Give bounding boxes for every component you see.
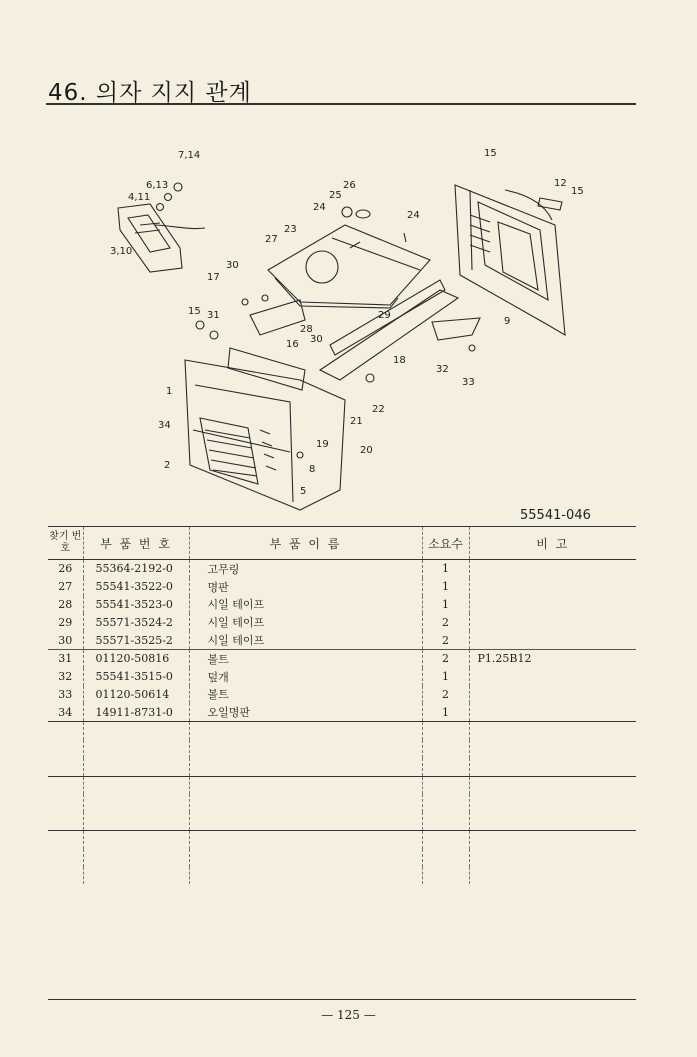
row-part-no: 14911-8731-0 [83, 703, 189, 721]
table-row [48, 631, 636, 649]
row-qty: 2 [422, 631, 469, 649]
nut-part [174, 183, 182, 191]
empty-row [48, 794, 636, 812]
empty-row [48, 849, 636, 867]
empty-row [48, 867, 636, 885]
cushion-strip-part [538, 198, 562, 210]
callout-label: 26 [343, 180, 356, 191]
callout-label: 33 [462, 377, 475, 388]
row-part-no: 01120-50816 [83, 649, 189, 667]
row-no: 27 [58, 580, 73, 594]
row-part-no: 55364-2192-0 [83, 560, 189, 578]
row-no: 34 [58, 705, 73, 719]
exploded-parts-diagram [0, 130, 697, 520]
callout-label: 24 [407, 210, 420, 221]
row-name: 시일 테이프 [189, 596, 422, 614]
callout-label: 1 [166, 386, 173, 397]
callout-label: 27 [265, 234, 278, 245]
table-row [48, 578, 636, 596]
row-part-no: 55541-3523-0 [83, 596, 189, 614]
callout-label: 15 [188, 306, 201, 317]
row-remarks [469, 613, 636, 631]
bolt-part [196, 321, 204, 329]
parts-table [48, 526, 636, 884]
empty-row [48, 776, 636, 794]
cover-part [432, 318, 480, 340]
front-panel-part [185, 360, 345, 510]
row-no: 33 [58, 687, 73, 701]
row-name: 볼트 [189, 686, 422, 704]
row-name: 덮개 [189, 668, 422, 686]
header-remarks: 비 고 [469, 527, 636, 560]
row-remarks: P1.25B12 [469, 649, 636, 667]
callout-labels [110, 148, 584, 497]
row-name: 시일 테이프 [189, 631, 422, 649]
callout-label: 17 [207, 272, 220, 283]
title-rule [46, 103, 636, 105]
page-title: 46. 의자 지지 관계 [48, 80, 252, 106]
row-part-no: 55571-3525-2 [83, 631, 189, 649]
callout-label: 15 [484, 148, 497, 159]
row-no: 32 [58, 670, 73, 684]
callout-label: 30 [226, 260, 239, 271]
callout-label: 7,14 [178, 150, 201, 161]
diagram-code: 55541-046 [520, 508, 591, 523]
vent-grille-part [200, 418, 258, 484]
row-no: 26 [58, 562, 73, 576]
callout-label: 31 [207, 310, 220, 321]
callout-label: 30 [310, 334, 323, 345]
row-part-no: 55571-3524-2 [83, 613, 189, 631]
page-number: — 125 — [321, 1008, 376, 1022]
row-remarks [469, 560, 636, 578]
callout-label: 5 [300, 486, 307, 497]
row-name: 명판 [189, 578, 422, 596]
seat-bracket-part [118, 204, 182, 272]
header-qty: 소요수 [422, 527, 469, 560]
callout-label: 28 [300, 324, 313, 335]
table-row [48, 668, 636, 686]
header-name: 부 품 이 름 [189, 527, 422, 560]
row-name: 시일 테이프 [189, 613, 422, 631]
callout-label: 34 [158, 420, 171, 431]
table-row [48, 686, 636, 704]
row-no: 31 [48, 649, 83, 667]
callout-label: 18 [393, 355, 406, 366]
row-remarks [469, 686, 636, 704]
side-bracket-part [250, 300, 305, 335]
callout-label: 32 [436, 364, 449, 375]
callout-label: 2 [164, 460, 171, 471]
row-qty: 1 [422, 596, 469, 614]
callout-label: 6,13 [146, 180, 169, 191]
row-no: 28 [58, 597, 73, 611]
row-remarks [469, 578, 636, 596]
table-row [48, 613, 636, 631]
callout-label: 29 [378, 310, 391, 321]
callout-label: 15 [571, 186, 584, 197]
callout-label: 12 [554, 178, 567, 189]
callout-label: 19 [316, 439, 329, 450]
header-no: 찾기 번호 [48, 527, 83, 560]
callout-label: 22 [372, 404, 385, 415]
empty-row [48, 722, 636, 740]
row-remarks [469, 668, 636, 686]
empty-row [48, 740, 636, 758]
table-row [48, 596, 636, 614]
row-qty: 2 [422, 686, 469, 704]
row-remarks [469, 703, 636, 721]
header-part-no: 부 품 번 호 [83, 527, 189, 560]
empty-row [48, 812, 636, 830]
row-qty: 1 [422, 703, 469, 721]
row-qty: 1 [422, 560, 469, 578]
table-row [48, 703, 636, 721]
callout-label: 20 [360, 445, 373, 456]
row-no: 29 [58, 615, 73, 629]
table-row [48, 649, 636, 667]
table-header-row [48, 527, 636, 560]
row-remarks [469, 631, 636, 649]
table-row [48, 560, 636, 578]
row-part-no: 55541-3515-0 [83, 668, 189, 686]
callout-label: 9 [504, 316, 511, 327]
row-name: 오일명판 [189, 703, 422, 721]
callout-label: 21 [350, 416, 363, 427]
empty-row [48, 758, 636, 776]
row-qty: 2 [422, 649, 469, 667]
callout-label: 23 [284, 224, 297, 235]
callout-label: 3,10 [110, 246, 133, 257]
row-name: 고무링 [189, 560, 422, 578]
callout-label: 4,11 [128, 192, 151, 203]
callout-label: 16 [286, 339, 299, 350]
row-qty: 1 [422, 668, 469, 686]
bottom-rule [48, 999, 636, 1000]
row-name: 볼트 [189, 649, 422, 667]
empty-row [48, 830, 636, 848]
row-remarks [469, 596, 636, 614]
callout-label: 8 [309, 464, 316, 475]
callout-label: 25 [329, 190, 342, 201]
row-part-no: 55541-3522-0 [83, 578, 189, 596]
row-qty: 2 [422, 613, 469, 631]
row-qty: 1 [422, 578, 469, 596]
row-no: 30 [58, 633, 73, 647]
row-part-no: 01120-50614 [83, 686, 189, 704]
callout-label: 24 [313, 202, 326, 213]
